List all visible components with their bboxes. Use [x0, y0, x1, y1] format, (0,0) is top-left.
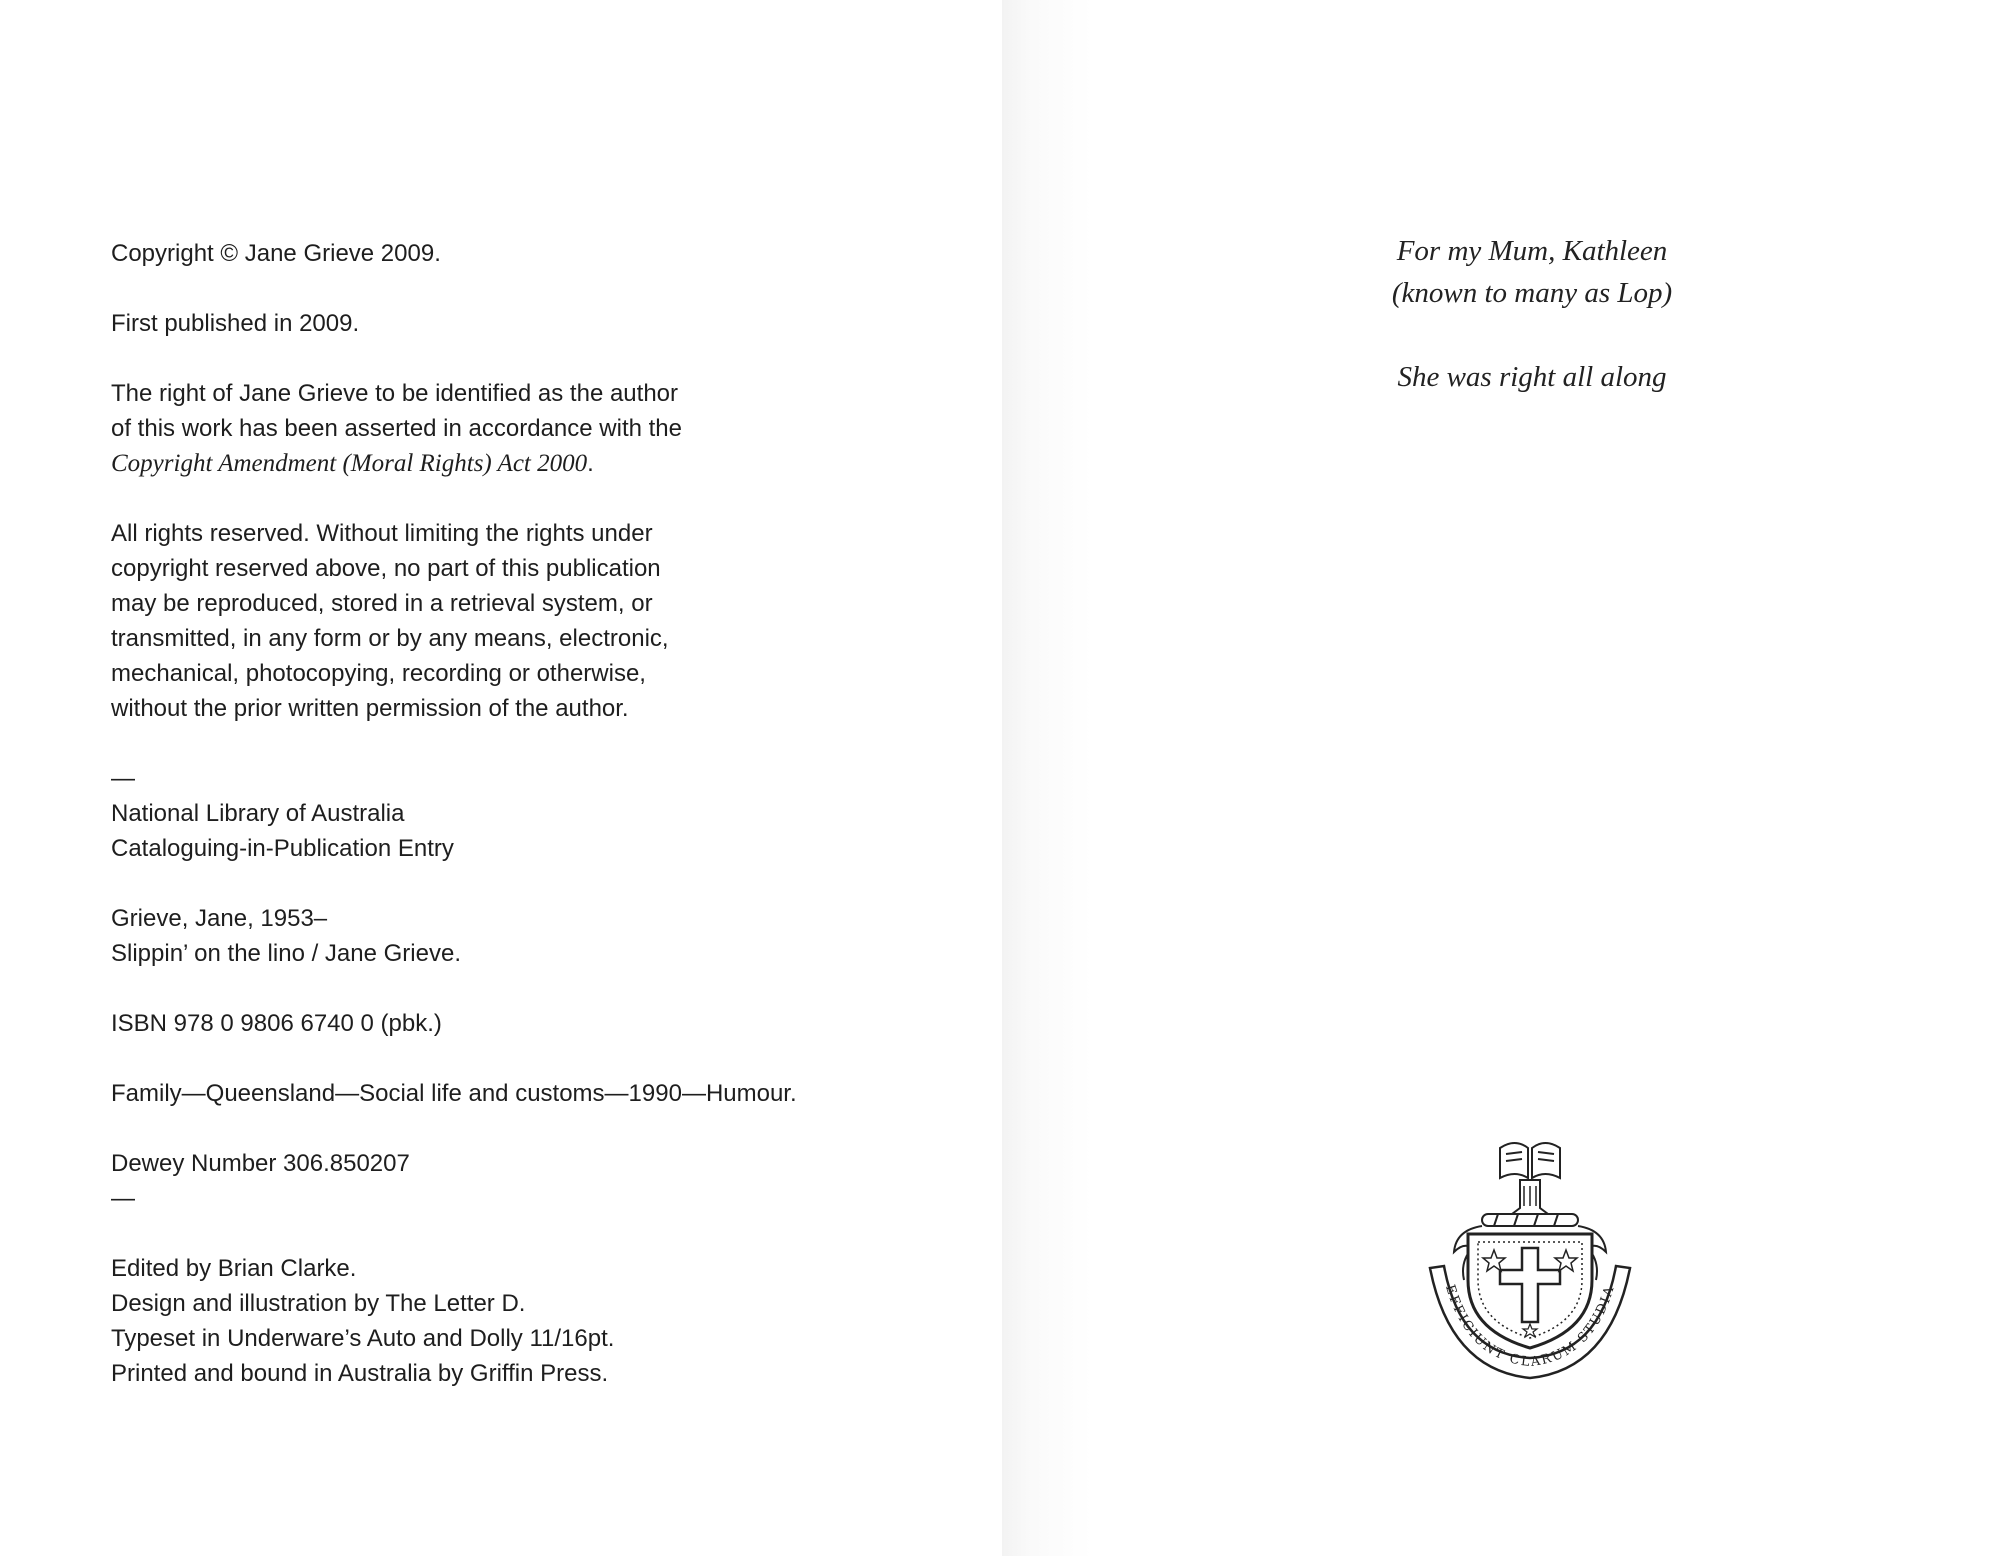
rule-top: —	[111, 765, 135, 792]
dedication-line: For my Mum, Kathleen	[1396, 235, 1668, 267]
credit-line: Typeset in Underware’s Auto and Dolly 11/16pt.	[111, 1325, 615, 1352]
dedication-block	[1332, 230, 1732, 398]
imprint-block	[111, 236, 991, 1391]
cip-line: Cataloguing-in-Publication Entry	[111, 835, 454, 862]
credit-line: Printed and bound in Australia by Griffin Press.	[111, 1360, 609, 1387]
moral-rights-line: of this work has been asserted in accordance with the	[111, 415, 682, 442]
tagline: She was right all along	[1397, 361, 1667, 393]
isbn-line: ISBN 978 0 9806 6740 0 (pbk.)	[111, 1010, 442, 1037]
rule-bottom: —	[111, 1185, 135, 1212]
act-title-line	[111, 446, 991, 481]
rights-line: All rights reserved. Without limiting the rights under	[111, 520, 653, 547]
first-published-line: First published in 2009.	[111, 310, 360, 337]
author-entry: Grieve, Jane, 1953–	[111, 905, 328, 932]
book-icon	[1500, 1143, 1560, 1178]
credit-line: Design and illustration by The Letter D.	[111, 1290, 526, 1317]
crest-emblem	[1420, 1130, 1640, 1390]
subjects-line: Family—Queensland—Social life and customs—1990—Humour.	[111, 1080, 797, 1107]
credit-line: Edited by Brian Clarke.	[111, 1255, 357, 1282]
dewey-line: Dewey Number 306.850207	[111, 1150, 410, 1177]
rights-line: transmitted, in any form or by any means, electronic,	[111, 625, 669, 652]
act-punct: .	[587, 450, 594, 477]
rights-line: copyright reserved above, no part of this publication	[111, 555, 661, 582]
dedication-line: (known to many as Lop)	[1391, 277, 1673, 309]
copyright-line: Copyright © Jane Grieve 2009.	[111, 240, 441, 267]
moral-rights-line: The right of Jane Grieve to be identified as the author	[111, 380, 679, 407]
title-entry: Slippin’ on the lino / Jane Grieve.	[111, 940, 461, 967]
act-title: Copyright Amendment (Moral Rights) Act 2000	[111, 450, 588, 477]
rights-line: mechanical, photocopying, recording or otherwise,	[111, 660, 646, 687]
rights-line: without the prior written permission of the author.	[111, 695, 629, 722]
rights-line: may be reproduced, stored in a retrieval system, or	[111, 590, 653, 617]
cip-line: National Library of Australia	[111, 800, 405, 827]
crest-motto: EFFICIUNT CLARUM STUDIA	[1441, 1283, 1619, 1371]
